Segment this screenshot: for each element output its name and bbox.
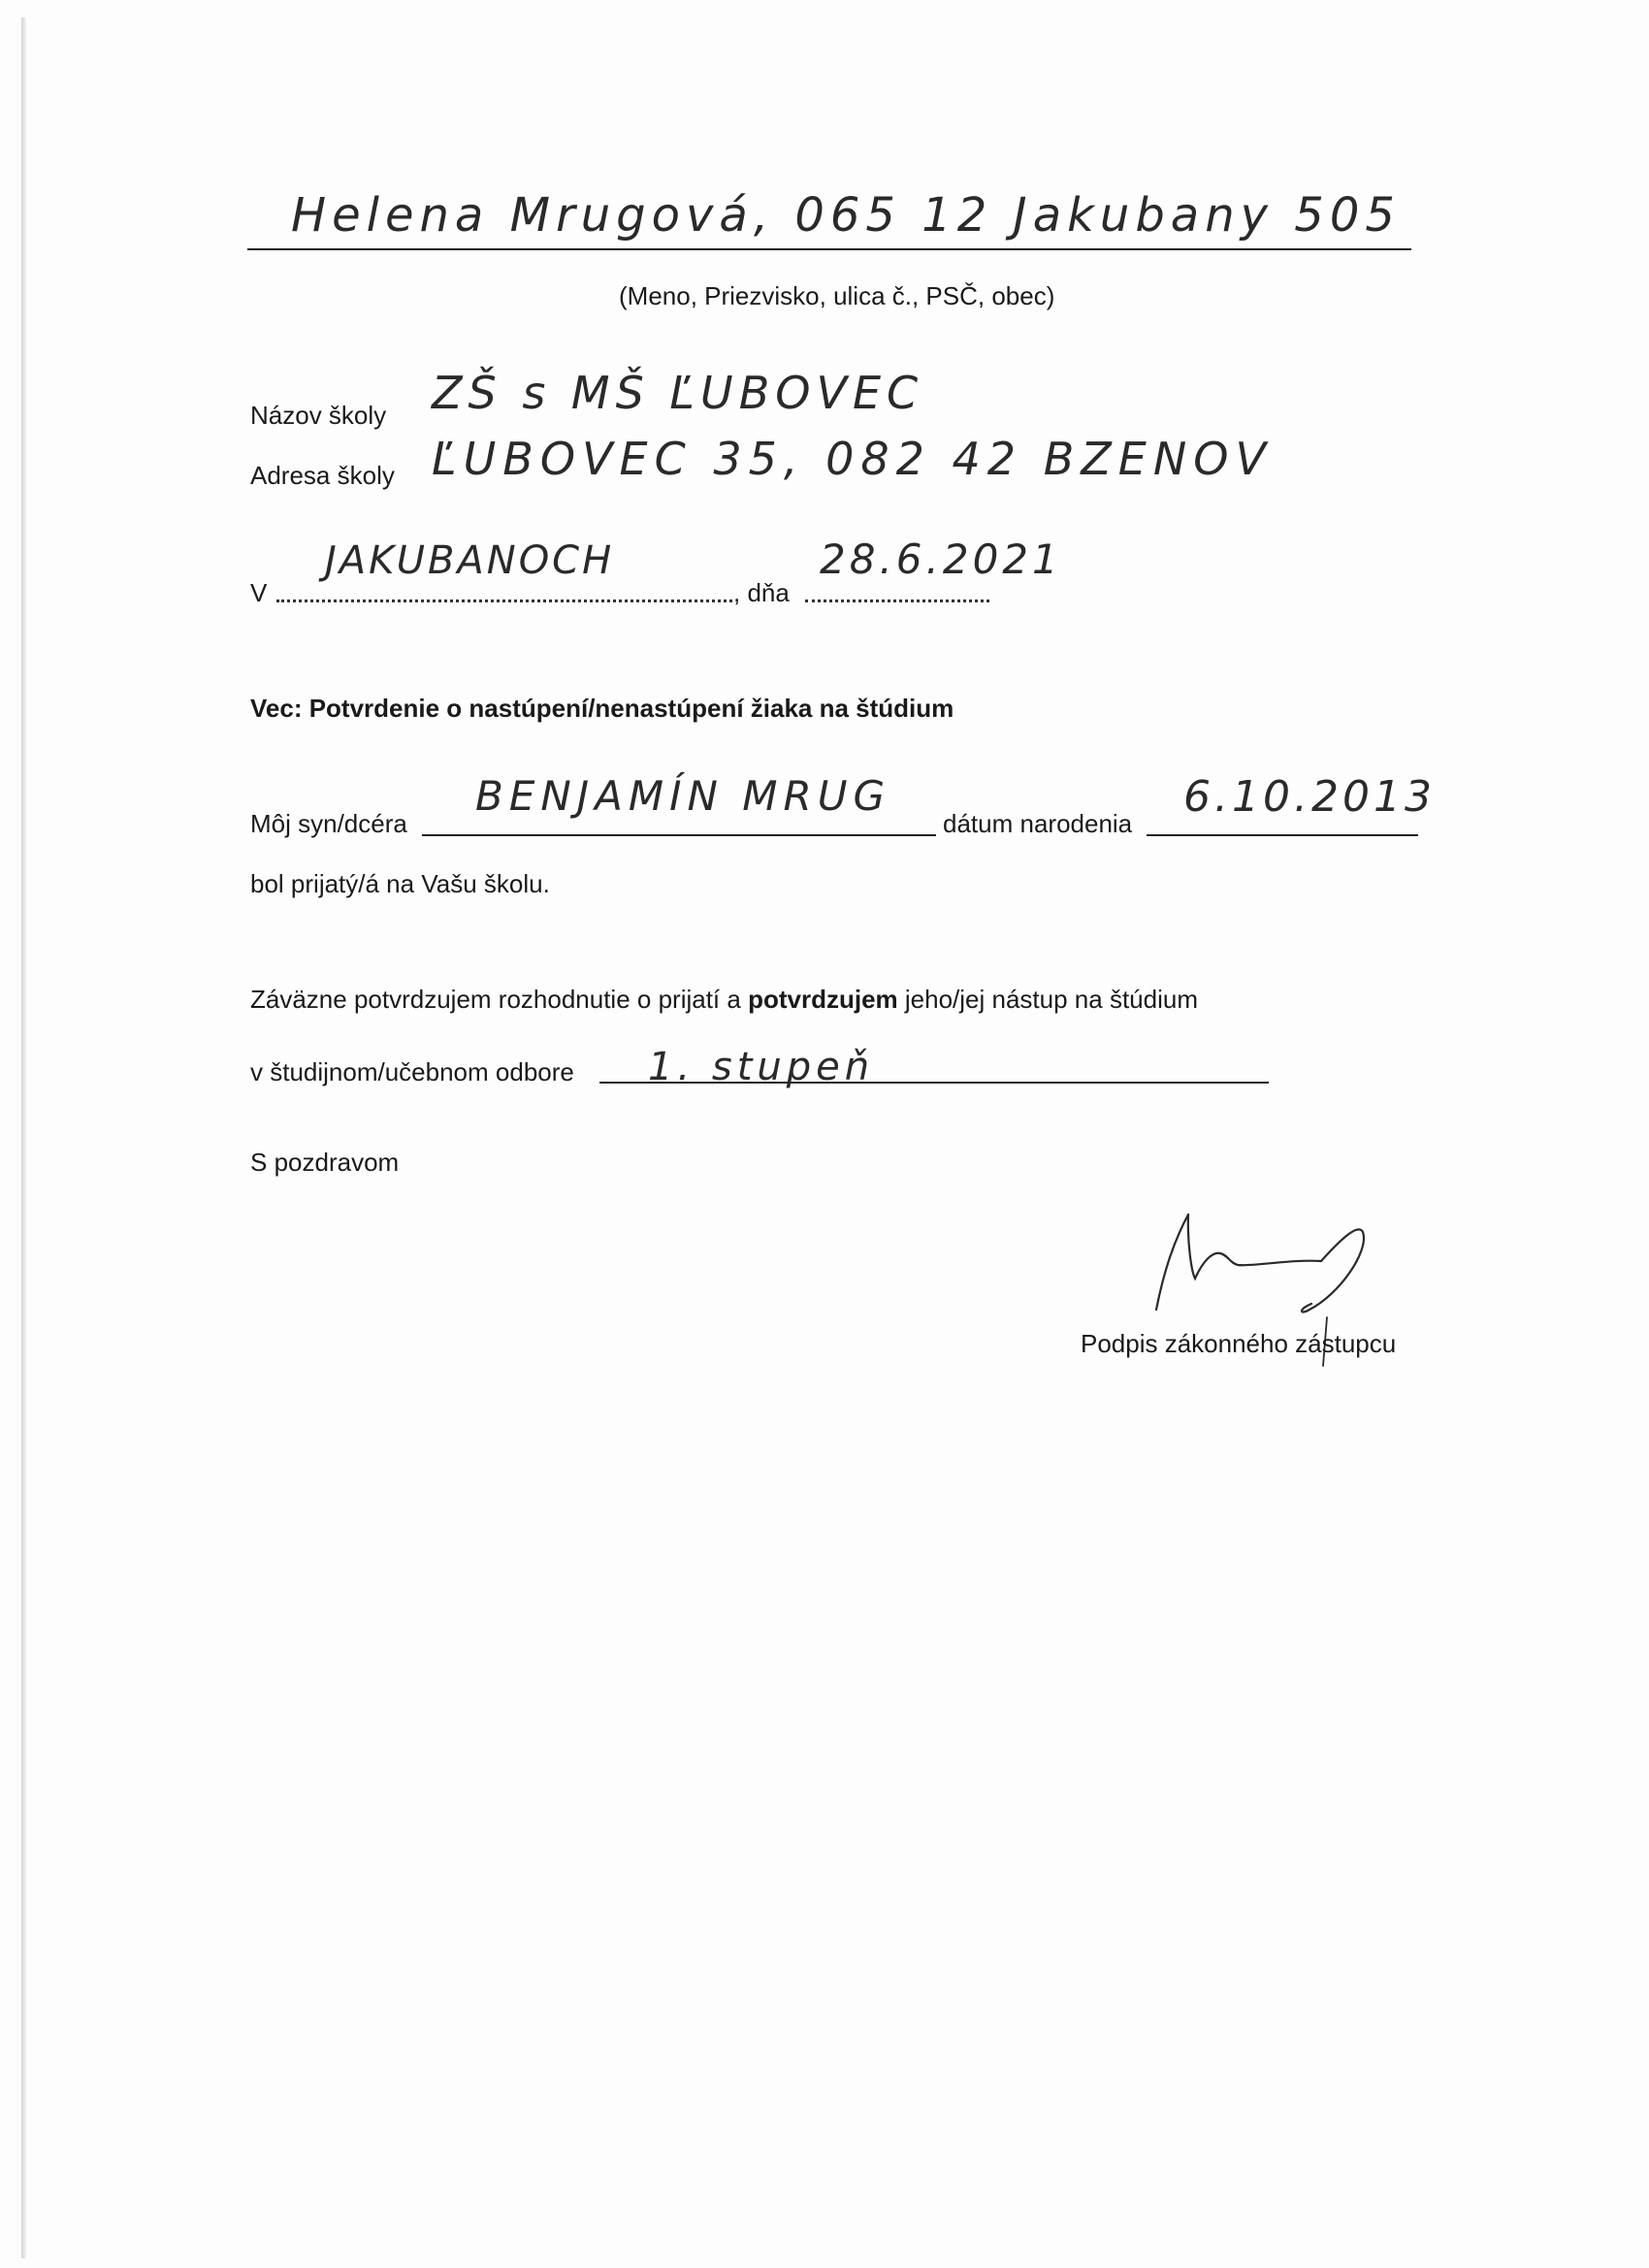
date-prefix: , dňa [733,578,790,607]
school-name-label: Názov školy [250,401,387,430]
school-address-label: Adresa školy [250,461,395,490]
scan-edge [21,17,26,2258]
school-address-value: ĽUBOVEC 35, 082 42 BZENOV [432,433,1273,485]
child-name-underline [422,834,936,836]
place-dots [276,599,732,602]
birth-date-value: 6.10.2013 [1183,772,1436,822]
child-name-value: BENJAMÍN MRUG [475,772,890,820]
signature-caption: Podpis zákonného zástupcu [1081,1329,1397,1358]
sender-handwritten: Helena Mrugová, 065 12 Jakubany 505 [291,188,1401,243]
subject-line: Vec: Potvrdenie o nastúpení/nenastúpení žiaka na štúdium [250,694,954,723]
sender-underline [247,248,1411,250]
closing: S pozdravom [250,1148,400,1177]
confirmation-text [250,987,1198,1012]
birth-date-underline [1147,834,1418,836]
date-dots [805,599,989,602]
confirmation-text-after: jeho/jej nástup na štúdium [904,985,1198,1014]
confirmation-text-bold: potvrdzujem [748,985,898,1014]
confirmation-text-before: Záväzne potvrdzujem rozhodnutie o prijatí a [250,985,741,1014]
date-value: 28.6.2021 [820,535,1062,583]
field-value: 1. stupeň [648,1045,875,1089]
field-label: v študijnom/učebnom odbore [250,1057,574,1086]
place-value: JAKUBANOCH [325,538,615,583]
sender-caption: (Meno, Priezvisko, ulica č., PSČ, obec) [619,281,1055,310]
child-label: Môj syn/dcéra [250,809,407,838]
place-prefix: V [250,578,268,607]
school-name-value: ZŠ s MŠ ĽUBOVEC [432,367,924,419]
accepted-text: bol prijatý/á na Vašu školu. [250,869,550,898]
birth-date-label: dátum narodenia [943,809,1133,838]
